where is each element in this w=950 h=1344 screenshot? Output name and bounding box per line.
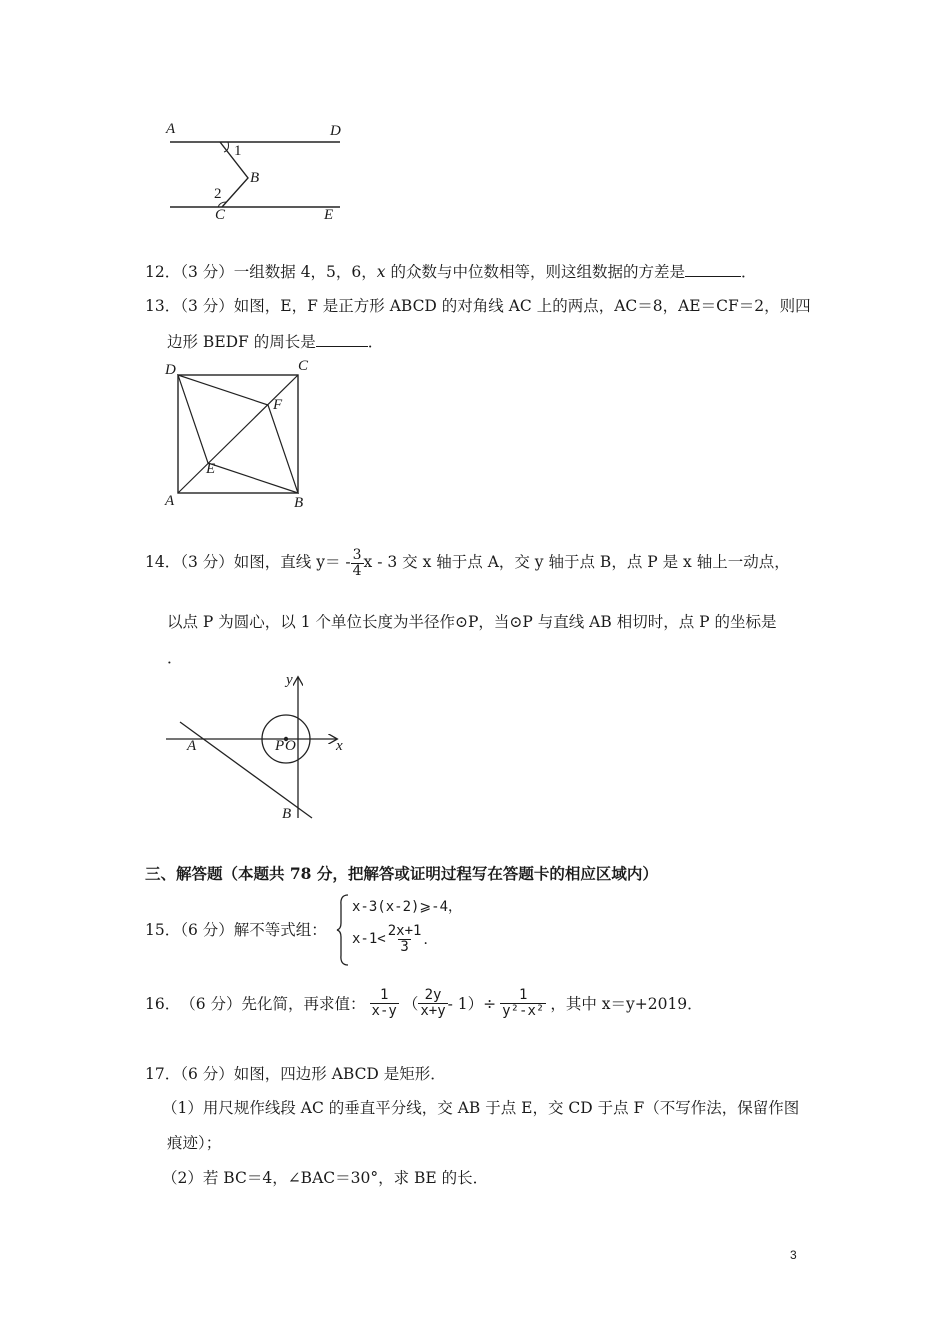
q17-text: （6 分）如图，四边形 ABCD 是矩形． <box>180 1065 446 1083</box>
q12-end: ． <box>740 263 757 281</box>
label-b: B <box>282 806 292 822</box>
q12-answer-blank[interactable] <box>685 276 741 277</box>
frac-den: x+y <box>420 1002 446 1019</box>
q17-number: 17． <box>145 1065 181 1083</box>
q13-number: 13． <box>145 297 181 315</box>
q14-text-a: （3 分）如图，直线 y＝ - <box>180 553 351 572</box>
ineq2-end: ． <box>423 932 438 949</box>
label-d: D <box>330 123 341 139</box>
question-12 <box>145 260 757 282</box>
q12-text-a: （3 分）一组数据 4，5，6， <box>180 263 377 281</box>
q13-answer-blank[interactable] <box>316 346 368 347</box>
label-y: y <box>286 672 293 688</box>
frac-den: 4 <box>352 562 362 579</box>
label-p: P <box>275 738 285 754</box>
label-c: C <box>215 207 226 223</box>
page-number: 3 <box>790 1248 797 1262</box>
brace <box>336 893 350 967</box>
ineq2-left: x-1< <box>352 931 386 948</box>
label-d: D <box>165 362 176 378</box>
q15-number: 15． <box>145 921 181 939</box>
label-angle-2: 2 <box>214 186 222 202</box>
q16-text-a: （6 分）先化简，再求值： <box>180 995 366 1014</box>
q15-text: （6 分）解不等式组： <box>180 921 327 939</box>
q17-part-1-cont: 痕迹）； <box>167 1134 222 1152</box>
fraction-1-xy <box>370 988 399 1018</box>
frac-den: y²-x² <box>502 1002 545 1019</box>
fraction-3-4 <box>351 548 364 578</box>
q13-line2: 边形 BEDF 的周长是 <box>167 333 316 351</box>
q13-end: ． <box>367 333 384 351</box>
frac-den: x-y <box>371 1002 397 1019</box>
question-17 <box>145 1062 446 1084</box>
question-14-cont <box>167 610 776 632</box>
question-13 <box>145 294 811 316</box>
line-ab <box>180 722 312 818</box>
label-b: B <box>250 170 260 186</box>
label-e: E <box>206 461 216 477</box>
fraction-1-y2x2 <box>500 988 546 1018</box>
question-14 <box>145 548 790 578</box>
q12-var-x: x <box>376 263 386 281</box>
label-a: A <box>187 738 197 754</box>
fraction-2x1-3 <box>386 924 424 954</box>
frac-num: 2x+1 <box>387 923 422 939</box>
q17-part-1: （1）用尺规作线段 AC 的垂直平分线，交 AB 于点 E，交 CD 于点 F（不写作法，保留作图 <box>162 1099 800 1117</box>
q16-text-b: ，其中 x＝y+2019． <box>550 995 703 1014</box>
label-o: O <box>285 738 296 754</box>
q16-number: 16． <box>145 995 181 1014</box>
q14-text-b: x - 3 交 x 轴于点 A，交 y 轴于点 B，点 P 是 x 轴上一动点， <box>363 553 790 572</box>
paren-open: （ <box>402 995 419 1014</box>
q13-line1: （3 分）如图，E，F 是正方形 ABCD 的对角线 AC 上的两点，AC＝8，AE＝CF＝2，则四 <box>180 297 811 315</box>
frac-num: 1 <box>519 987 528 1003</box>
label-f: F <box>273 397 283 413</box>
minus-one: - 1）÷ <box>447 995 497 1014</box>
frac-den: 3 <box>400 938 409 955</box>
q14-number: 14． <box>145 553 181 572</box>
fraction-2y-xy <box>418 988 447 1018</box>
diagonal-ac <box>178 375 298 493</box>
label-b: B <box>294 495 304 511</box>
inequality-2 <box>352 924 437 954</box>
label-angle-1: 1 <box>234 143 242 159</box>
figure-square-abcd <box>160 360 320 510</box>
q12-number: 12． <box>145 263 181 281</box>
question-15 <box>145 918 327 940</box>
q14-line3: ． <box>167 649 183 667</box>
label-a: A <box>165 493 175 509</box>
section-3-title: 三、解答题（本题共 78 分，把解答或证明过程写在答题卡的相应区域内） <box>145 864 658 883</box>
question-14-end <box>167 646 183 668</box>
frac-num: 3 <box>352 547 362 563</box>
label-e: E <box>324 207 334 223</box>
inequality-1: x-3(x-2)⩾-4， <box>352 899 463 915</box>
q17-part-2: （2）若 BC＝4，∠BAC＝30°，求 BE 的长． <box>162 1169 489 1187</box>
question-16 <box>145 988 703 1018</box>
question-13-cont <box>167 330 383 352</box>
label-a: A <box>166 121 176 137</box>
label-c: C <box>298 358 309 374</box>
frac-num: 2y <box>424 987 442 1003</box>
frac-num: 1 <box>379 987 389 1003</box>
q14-line2: 以点 P 为圆心，以 1 个单位长度为半径作⊙P，当⊙P 与直线 AB 相切时，点 P 的坐标是 <box>167 613 777 631</box>
label-x: x <box>336 738 343 754</box>
q12-text-b: 的众数与中位数相等，则这组数据的方差是 <box>385 263 685 281</box>
